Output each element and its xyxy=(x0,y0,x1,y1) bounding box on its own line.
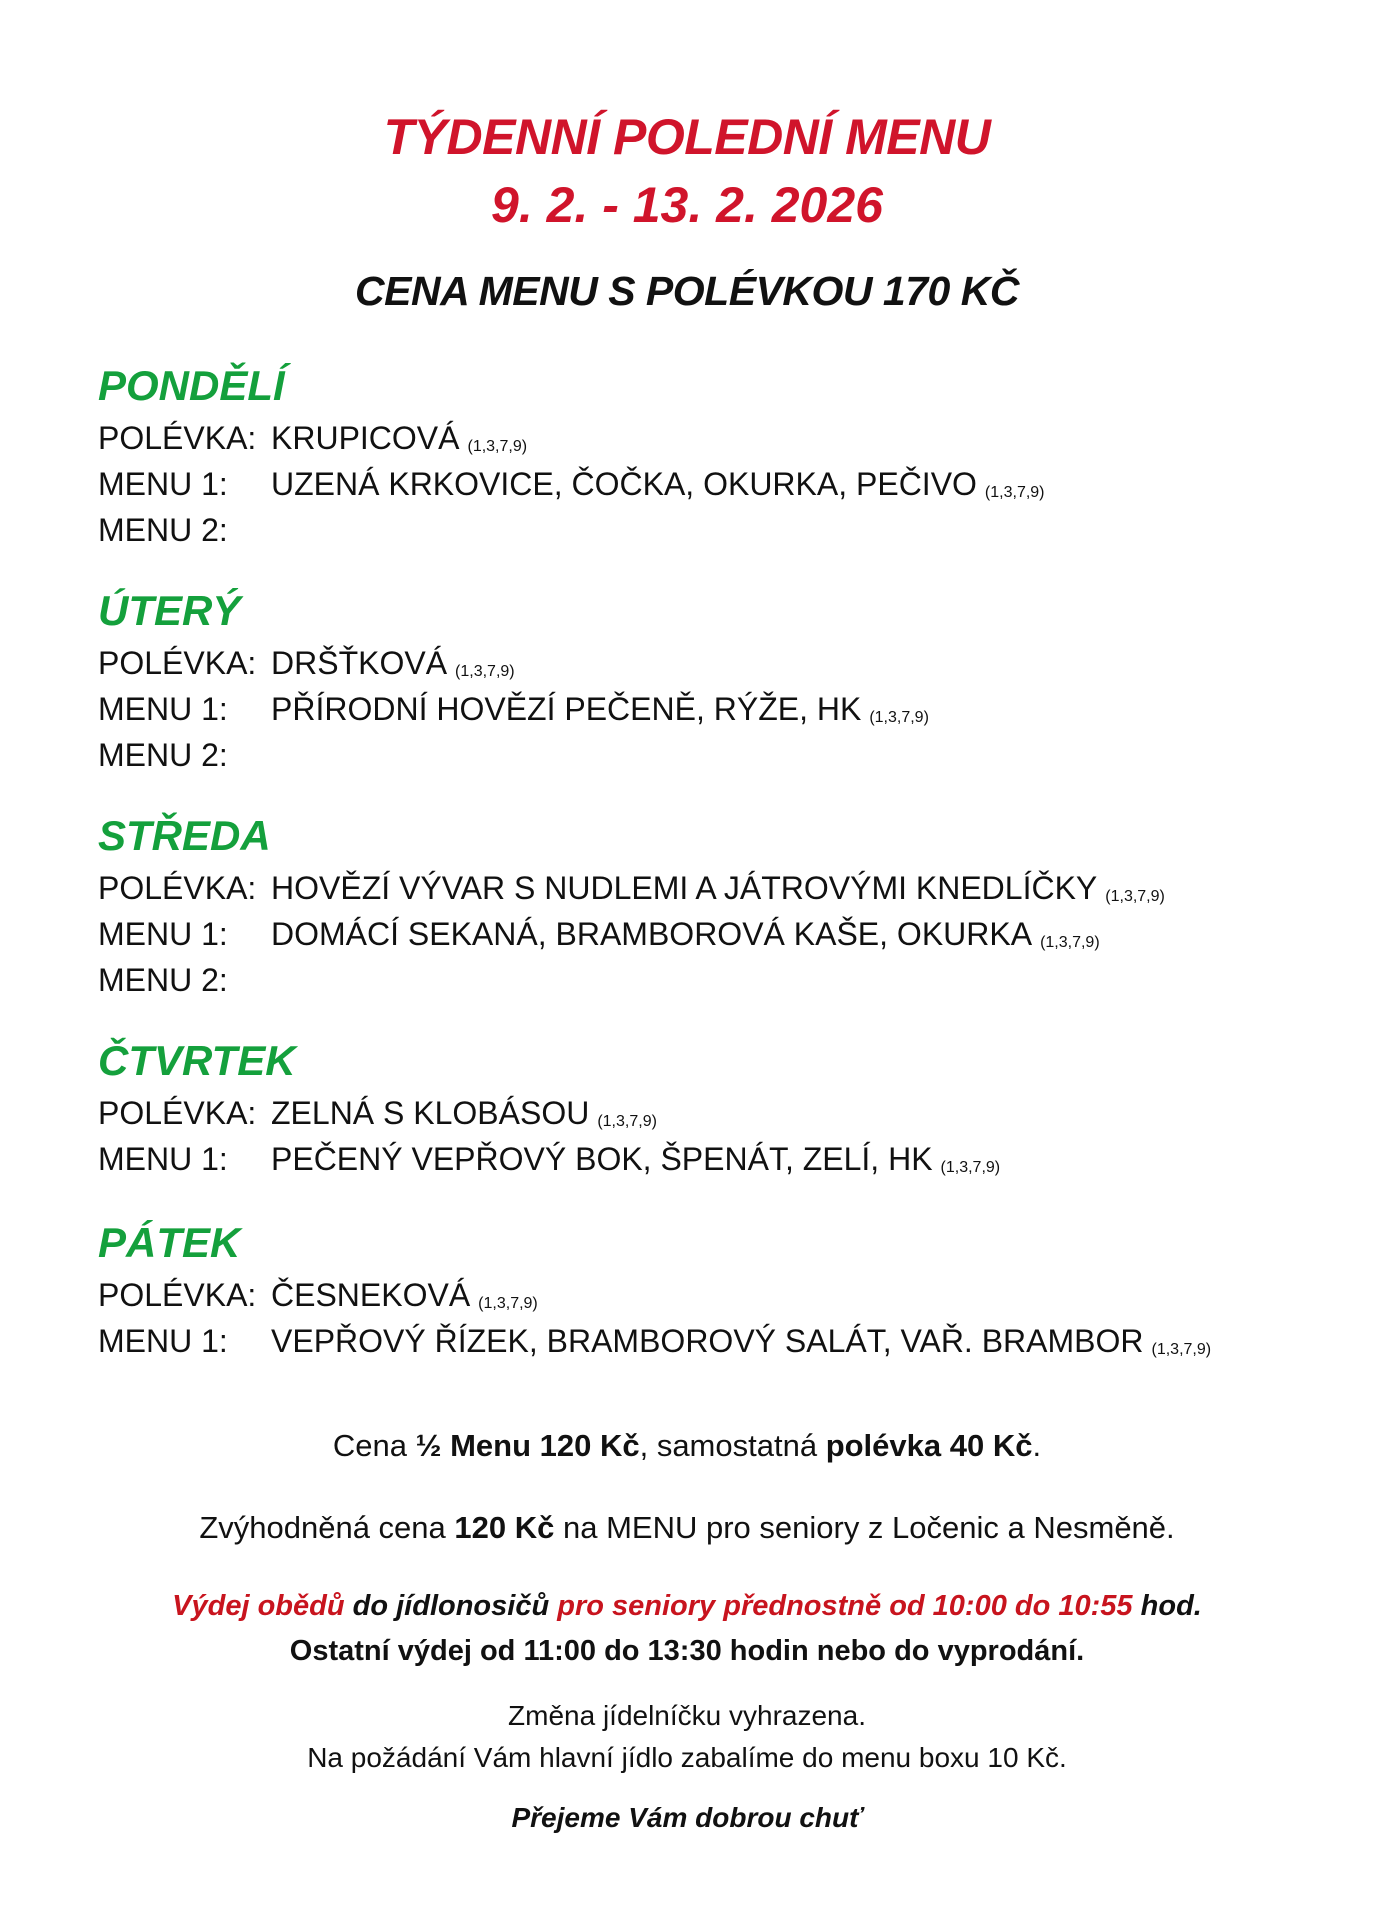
soup-label: POLÉVKA: xyxy=(98,420,257,456)
day-monday xyxy=(98,357,1298,553)
menu1-label: MENU 1: xyxy=(98,916,228,952)
day-thursday xyxy=(98,1032,1298,1182)
allergens: (1,3,7,9) xyxy=(869,709,929,726)
soup-dish: ČESNEKOVÁ (1,3,7,9) xyxy=(271,1277,538,1313)
day-name: PÁTEK xyxy=(98,1219,241,1266)
menu1-row xyxy=(98,911,1298,957)
menu1-label: MENU 1: xyxy=(98,1323,228,1359)
menu2-label: MENU 2: xyxy=(98,512,228,548)
allergens: (1,3,7,9) xyxy=(467,438,528,455)
half-menu-price-note: Cena ½ Menu 120 Kč, samostatná polévka 40 Kč. xyxy=(332,1428,1042,1463)
soup-row xyxy=(98,640,1298,686)
menu2-row xyxy=(98,957,1298,1003)
soup-label: POLÉVKA: xyxy=(98,870,257,906)
allergens: (1,3,7,9) xyxy=(940,1159,1001,1176)
menu-dates: 9. 2. - 13. 2. 2026 xyxy=(491,177,883,233)
soup-label: POLÉVKA: xyxy=(98,645,257,681)
menu1-dish: PŘÍRODNÍ HOVĚZÍ PEČENĚ, RÝŽE, HK (1,3,7,9) xyxy=(271,691,929,727)
allergens: (1,3,7,9) xyxy=(1151,1341,1212,1358)
day-wednesday xyxy=(98,807,1298,1003)
day-friday xyxy=(98,1214,1298,1364)
menu1-label: MENU 1: xyxy=(98,1141,228,1177)
soup-dish: HOVĚZÍ VÝVAR S NUDLEMI A JÁTROVÝMI KNEDLÍČKY (1,3,7,9) xyxy=(271,870,1165,906)
soup-row xyxy=(98,865,1298,911)
menu1-dish: DOMÁCÍ SEKANÁ, BRAMBOROVÁ KAŠE, OKURKA (1,3,7,9) xyxy=(271,916,1100,952)
soup-row xyxy=(98,415,1298,461)
menu1-row xyxy=(98,686,1298,732)
menu2-row xyxy=(98,507,1298,553)
allergens: (1,3,7,9) xyxy=(478,1295,538,1312)
change-note: Změna jídelníčku vyhrazena. xyxy=(508,1700,866,1731)
allergens: (1,3,7,9) xyxy=(1105,888,1165,905)
menu-title: TÝDENNÍ POLEDNÍ MENU xyxy=(383,109,991,165)
soup-dish: KRUPICOVÁ (1,3,7,9) xyxy=(271,420,528,456)
menu-price: CENA MENU S POLÉVKOU 170 KČ xyxy=(355,268,1019,314)
menu1-dish: PEČENÝ VEPŘOVÝ BOK, ŠPENÁT, ZELÍ, HK (1,3,7,9) xyxy=(271,1141,1001,1177)
day-tuesday xyxy=(98,582,1298,778)
menu1-dish: UZENÁ KRKOVICE, ČOČKA, OKURKA, PEČIVO (1,3,7,9) xyxy=(271,466,1045,502)
day-name: ČTVRTEK xyxy=(98,1037,296,1084)
day-name: ÚTERÝ xyxy=(98,587,241,634)
box-note: Na požádání Vám hlavní jídlo zabalíme do menu boxu 10 Kč. xyxy=(307,1742,1067,1773)
soup-label: POLÉVKA: xyxy=(98,1277,257,1313)
menu2-label: MENU 2: xyxy=(98,962,228,998)
allergens: (1,3,7,9) xyxy=(984,484,1045,501)
senior-price-note: Zvýhodněná cena 120 Kč na MENU pro seniory z Ločenic a Nesměně. xyxy=(199,1510,1175,1545)
allergens: (1,3,7,9) xyxy=(1040,934,1100,951)
soup-label: POLÉVKA: xyxy=(98,1095,257,1131)
soup-row xyxy=(98,1272,1298,1318)
menu2-label: MENU 2: xyxy=(98,737,228,773)
menu1-row xyxy=(98,1136,1298,1182)
soup-dish: DRŠŤKOVÁ (1,3,7,9) xyxy=(271,645,515,681)
soup-row xyxy=(98,1090,1298,1136)
allergens: (1,3,7,9) xyxy=(455,663,515,680)
menu1-dish: VEPŘOVÝ ŘÍZEK, BRAMBOROVÝ SALÁT, VAŘ. BRAMBOR (1,3,7,9) xyxy=(271,1323,1212,1359)
day-name: PONDĚLÍ xyxy=(98,362,285,409)
day-name: STŘEDA xyxy=(98,812,271,859)
menu1-label: MENU 1: xyxy=(98,691,228,727)
menu2-row xyxy=(98,732,1298,778)
menu1-row xyxy=(98,461,1298,507)
pickup-note: Výdej obědů do jídlonosičů pro seniory přednostně od 10:00 do 10:55 hod. xyxy=(172,1590,1202,1622)
menu1-label: MENU 1: xyxy=(98,466,228,502)
allergens: (1,3,7,9) xyxy=(597,1113,657,1130)
soup-dish: ZELNÁ S KLOBÁSOU (1,3,7,9) xyxy=(271,1095,657,1131)
menu1-row xyxy=(98,1318,1298,1364)
other-pickup-note: Ostatní výdej od 11:00 do 13:30 hodin nebo do vyprodání. xyxy=(289,1635,1085,1667)
wish-note: Přejeme Vám dobrou chuť xyxy=(511,1802,863,1833)
